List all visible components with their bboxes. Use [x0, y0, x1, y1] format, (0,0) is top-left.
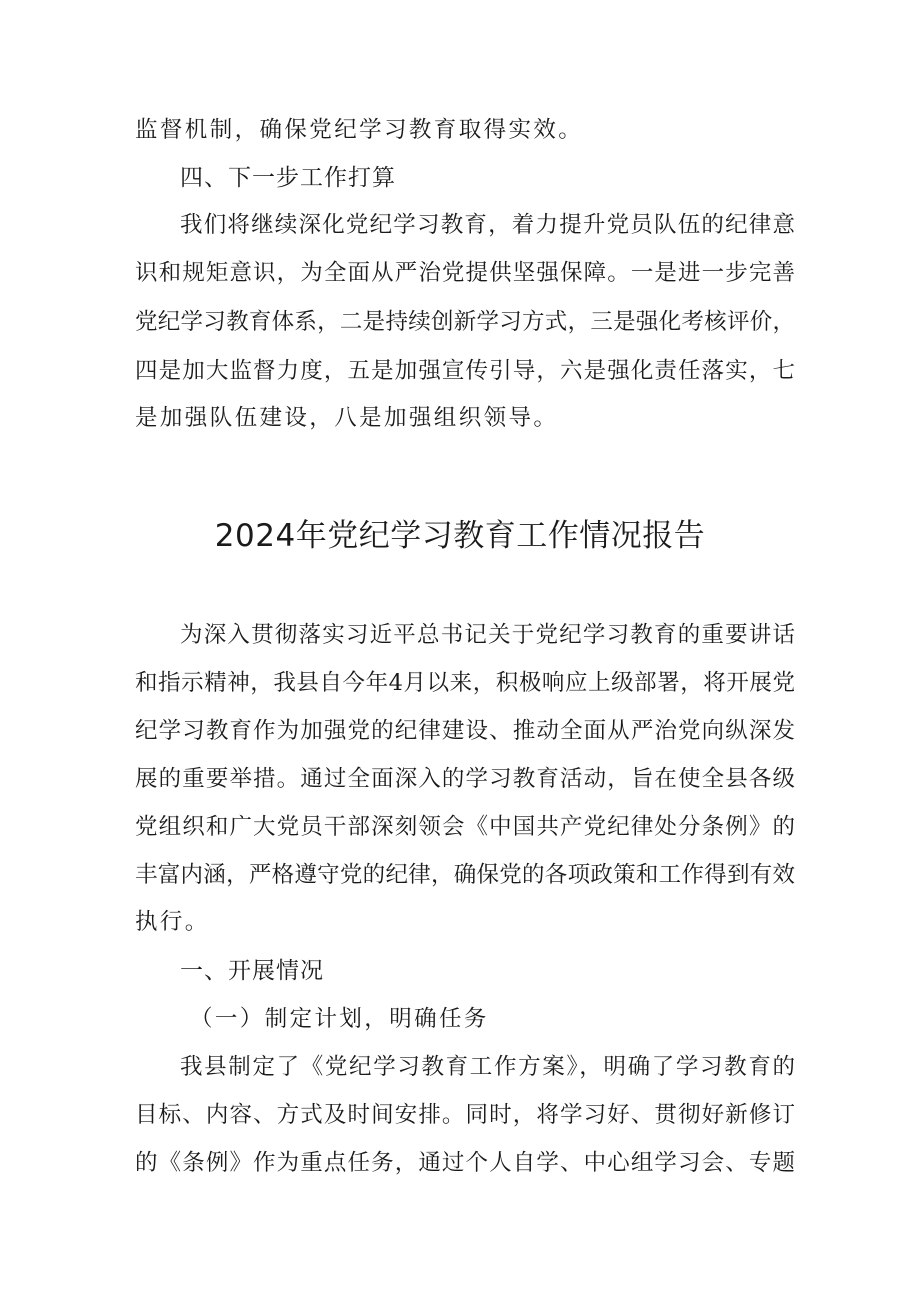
subsection-heading-plan: （一）制定计划，明确任务	[190, 1006, 489, 1032]
paragraph-line: 执行。	[135, 909, 210, 935]
paragraph-line: 丰富内涵，严格遵守党的纪律，确保党的各项政策和工作得到有效	[135, 862, 795, 888]
paragraph-line: 监督机制，确保党纪学习教育取得实效。	[135, 117, 584, 143]
paragraph-line: 我们将继续深化党纪学习教育，着力提升党员队伍的纪律意	[180, 212, 795, 238]
paragraph-line: 四是加大监督力度，五是加强宣传引导，六是强化责任落实，七	[135, 358, 795, 384]
paragraph-line: 党组织和广大党员干部深刻领会《中国共产党纪律处分条例》的	[135, 814, 795, 840]
paragraph-line: 我县制定了《党纪学习教育工作方案》，明确了学习教育的	[180, 1054, 795, 1080]
section-heading-next-steps: 四、下一步工作打算	[180, 165, 396, 191]
paragraph-line: 的《条例》作为重点任务，通过个人自学、中心组学习会、专题	[135, 1150, 795, 1176]
section-heading-overview: 一、开展情况	[180, 958, 324, 984]
paragraph-line: 识和规矩意识，为全面从严治党提供坚强保障。一是进一步完善	[135, 260, 795, 286]
paragraph-line: 纪学习教育作为加强党的纪律建设、推动全面从严治党向纵深发	[135, 718, 795, 744]
paragraph-line: 为深入贯彻落实习近平总书记关于党纪学习教育的重要讲话	[180, 622, 795, 648]
paragraph-line: 展的重要举措。通过全面深入的学习教育活动，旨在使全县各级	[135, 766, 795, 792]
paragraph-line: 党纪学习教育体系，二是持续创新学习方式，三是强化考核评价，	[135, 309, 795, 335]
paragraph-line: 目标、内容、方式及时间安排。同时，将学习好、贯彻好新修订	[135, 1102, 795, 1128]
paragraph-line: 是加强队伍建设，八是加强组织领导。	[135, 405, 559, 431]
report-title: 2024年党纪学习教育工作情况报告	[214, 518, 706, 554]
paragraph-line: 和指示精神，我县自今年4月以来，积极响应上级部署，将开展党	[135, 670, 795, 696]
